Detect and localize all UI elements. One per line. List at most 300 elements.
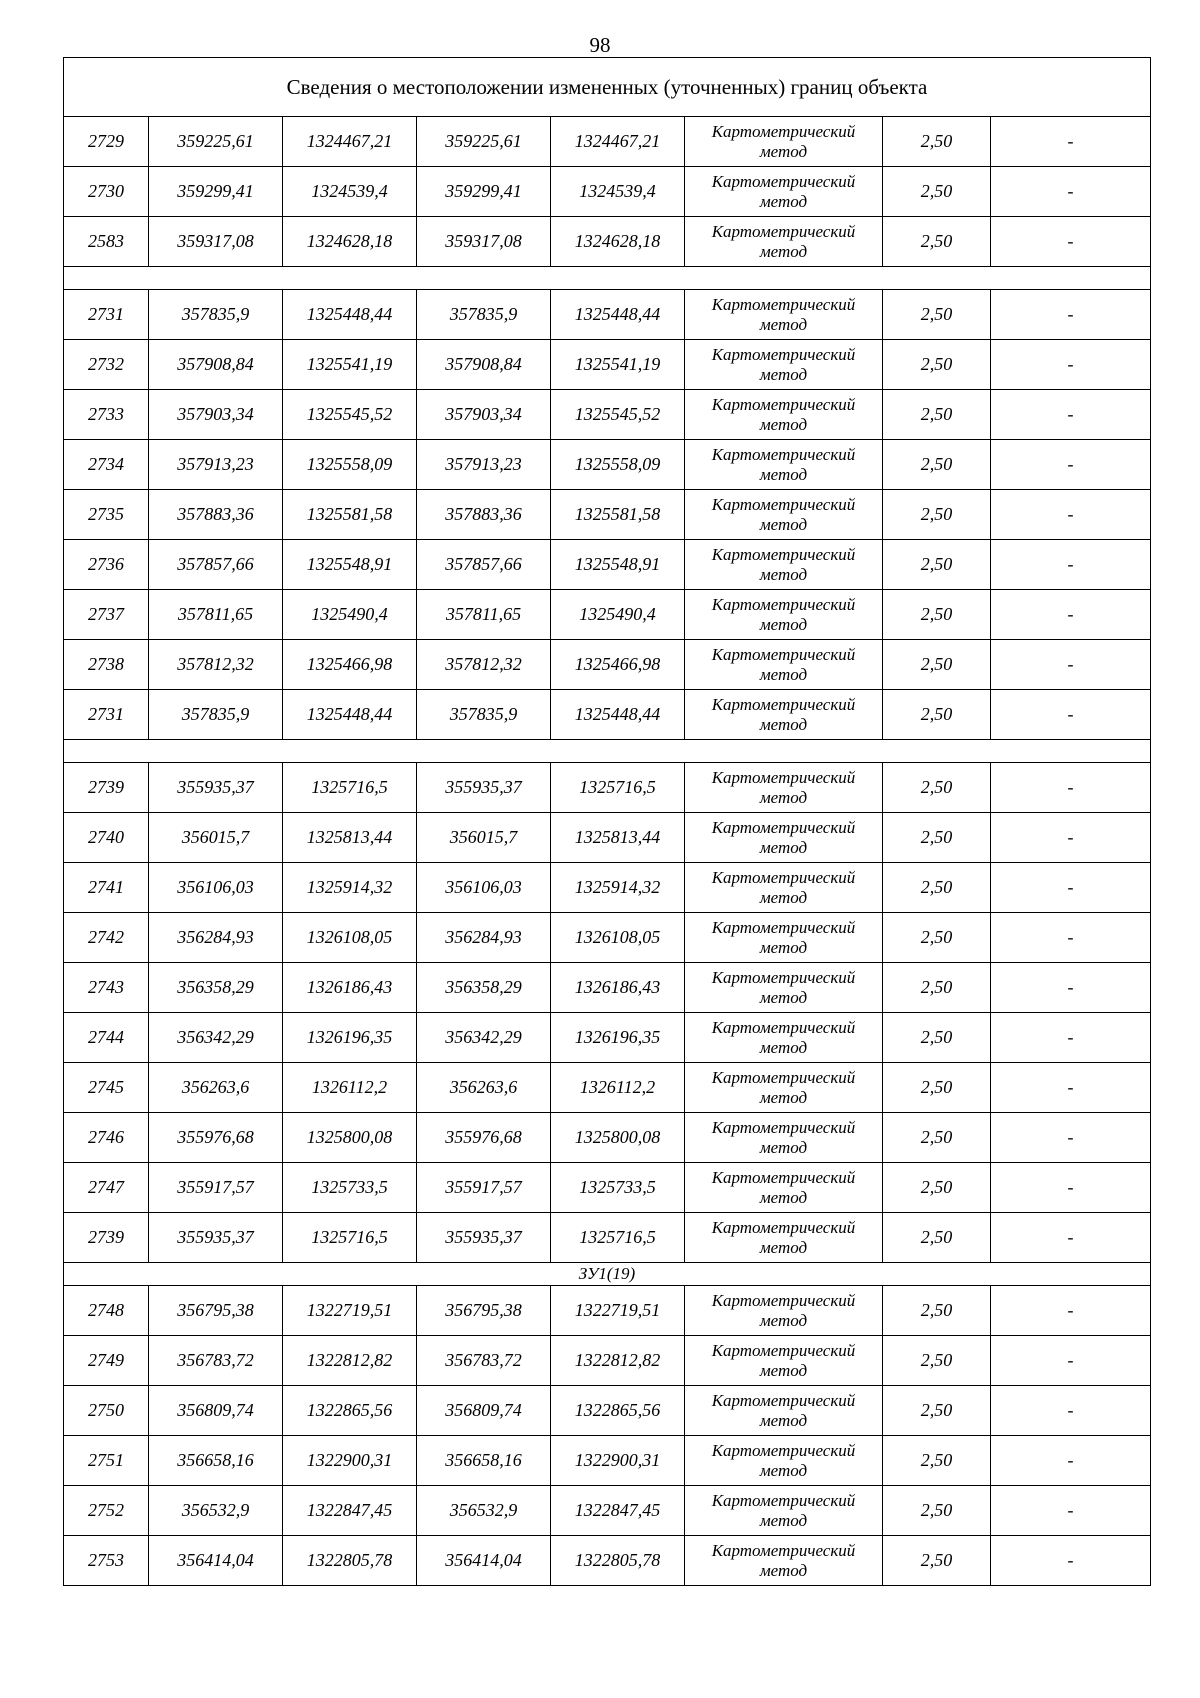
- method-line-1: Картометрический: [711, 121, 856, 141]
- method-line-2: метод: [759, 414, 808, 434]
- description-cell: -: [991, 217, 1151, 267]
- point-number-cell: 2741: [64, 863, 149, 913]
- description-cell: -: [991, 640, 1151, 690]
- y-new-cell: 1326108,05: [551, 913, 685, 963]
- point-number-cell: 2731: [64, 690, 149, 740]
- accuracy-cell: 2,50: [883, 490, 991, 540]
- method-line-1: Картометрический: [711, 444, 856, 464]
- x-old-cell: 357811,65: [149, 590, 283, 640]
- point-number-cell: 2739: [64, 763, 149, 813]
- table-row: [64, 1063, 1151, 1113]
- y-new-cell: 1325545,52: [551, 390, 685, 440]
- y-old-cell: 1326196,35: [283, 1013, 417, 1063]
- x-old-cell: 357903,34: [149, 390, 283, 440]
- method-line-1: Картометрический: [711, 1217, 856, 1237]
- table-row: [64, 913, 1151, 963]
- method-cell: [685, 763, 883, 813]
- method-cell: [685, 1013, 883, 1063]
- y-new-cell: 1326196,35: [551, 1013, 685, 1063]
- table-row: [64, 863, 1151, 913]
- y-old-cell: 1325548,91: [283, 540, 417, 590]
- x-new-cell: 355935,37: [417, 763, 551, 813]
- y-new-cell: 1325558,09: [551, 440, 685, 490]
- description-cell: -: [991, 763, 1151, 813]
- description-cell: -: [991, 1063, 1151, 1113]
- method-line-1: Картометрический: [711, 917, 856, 937]
- method-line-2: метод: [759, 1137, 808, 1157]
- method-line-1: Картометрический: [711, 1067, 856, 1087]
- description-cell: -: [991, 1436, 1151, 1486]
- table-row: [64, 390, 1151, 440]
- table-row: [64, 813, 1151, 863]
- x-old-cell: 359317,08: [149, 217, 283, 267]
- x-new-cell: 355935,37: [417, 1213, 551, 1263]
- y-old-cell: 1325558,09: [283, 440, 417, 490]
- accuracy-cell: 2,50: [883, 763, 991, 813]
- method-line-2: метод: [759, 1310, 808, 1330]
- y-new-cell: 1325548,91: [551, 540, 685, 590]
- point-number-cell: 2750: [64, 1386, 149, 1436]
- x-new-cell: 359225,61: [417, 117, 551, 167]
- table-title-row: [64, 58, 1151, 117]
- method-cell: [685, 1063, 883, 1113]
- method-line-2: метод: [759, 464, 808, 484]
- method-line-2: метод: [759, 141, 808, 161]
- table-row: [64, 1213, 1151, 1263]
- x-old-cell: 355976,68: [149, 1113, 283, 1163]
- point-number-cell: 2746: [64, 1113, 149, 1163]
- y-old-cell: 1325716,5: [283, 1213, 417, 1263]
- method-cell: [685, 813, 883, 863]
- description-cell: -: [991, 863, 1151, 913]
- table-row: [64, 1486, 1151, 1536]
- method-line-1: Картометрический: [711, 594, 856, 614]
- method-line-1: Картометрический: [711, 1490, 856, 1510]
- y-new-cell: 1326186,43: [551, 963, 685, 1013]
- accuracy-cell: 2,50: [883, 440, 991, 490]
- accuracy-cell: 2,50: [883, 1436, 991, 1486]
- method-line-2: метод: [759, 1510, 808, 1530]
- method-line-1: Картометрический: [711, 221, 856, 241]
- method-line-1: Картометрический: [711, 544, 856, 564]
- method-cell: [685, 590, 883, 640]
- table-row: [64, 1163, 1151, 1213]
- x-new-cell: 357913,23: [417, 440, 551, 490]
- method-line-2: метод: [759, 514, 808, 534]
- method-cell: [685, 690, 883, 740]
- method-cell: [685, 217, 883, 267]
- table-row: [64, 1286, 1151, 1336]
- accuracy-cell: 2,50: [883, 963, 991, 1013]
- accuracy-cell: 2,50: [883, 590, 991, 640]
- accuracy-cell: 2,50: [883, 1113, 991, 1163]
- method-line-2: метод: [759, 614, 808, 634]
- table-row: [64, 640, 1151, 690]
- method-line-1: Картометрический: [711, 494, 856, 514]
- accuracy-cell: 2,50: [883, 1163, 991, 1213]
- description-cell: -: [991, 440, 1151, 490]
- y-new-cell: 1325541,19: [551, 340, 685, 390]
- y-new-cell: 1325490,4: [551, 590, 685, 640]
- accuracy-cell: 2,50: [883, 540, 991, 590]
- description-cell: -: [991, 167, 1151, 217]
- accuracy-cell: 2,50: [883, 913, 991, 963]
- x-old-cell: 356658,16: [149, 1436, 283, 1486]
- y-old-cell: 1325545,52: [283, 390, 417, 440]
- x-new-cell: 357811,65: [417, 590, 551, 640]
- y-new-cell: 1322847,45: [551, 1486, 685, 1536]
- method-cell: [685, 1113, 883, 1163]
- x-new-cell: 356342,29: [417, 1013, 551, 1063]
- x-old-cell: 356795,38: [149, 1286, 283, 1336]
- method-line-1: Картометрический: [711, 344, 856, 364]
- y-old-cell: 1324467,21: [283, 117, 417, 167]
- method-line-1: Картометрический: [711, 171, 856, 191]
- y-new-cell: 1325448,44: [551, 290, 685, 340]
- method-line-1: Картометрический: [711, 1340, 856, 1360]
- x-new-cell: 356809,74: [417, 1386, 551, 1436]
- method-line-1: Картометрический: [711, 294, 856, 314]
- section-label-row: [64, 1263, 1151, 1286]
- method-cell: [685, 1163, 883, 1213]
- point-number-cell: 2736: [64, 540, 149, 590]
- method-line-1: Картометрический: [711, 1017, 856, 1037]
- point-number-cell: 2739: [64, 1213, 149, 1263]
- point-number-cell: 2753: [64, 1536, 149, 1586]
- y-new-cell: 1325581,58: [551, 490, 685, 540]
- description-cell: -: [991, 540, 1151, 590]
- x-old-cell: 359299,41: [149, 167, 283, 217]
- y-old-cell: 1326186,43: [283, 963, 417, 1013]
- y-old-cell: 1322805,78: [283, 1536, 417, 1586]
- method-line-2: метод: [759, 1560, 808, 1580]
- table-row: [64, 217, 1151, 267]
- description-cell: -: [991, 1336, 1151, 1386]
- accuracy-cell: 2,50: [883, 1063, 991, 1113]
- method-line-2: метод: [759, 1410, 808, 1430]
- method-cell: [685, 640, 883, 690]
- point-number-cell: 2732: [64, 340, 149, 390]
- y-old-cell: 1325813,44: [283, 813, 417, 863]
- method-cell: [685, 167, 883, 217]
- y-new-cell: 1325733,5: [551, 1163, 685, 1213]
- method-cell: [685, 863, 883, 913]
- table-row: [64, 1436, 1151, 1486]
- description-cell: -: [991, 1213, 1151, 1263]
- x-new-cell: 355976,68: [417, 1113, 551, 1163]
- table-row: [64, 117, 1151, 167]
- description-cell: -: [991, 340, 1151, 390]
- point-number-cell: 2730: [64, 167, 149, 217]
- accuracy-cell: 2,50: [883, 863, 991, 913]
- table-row: [64, 490, 1151, 540]
- table-row: [64, 1013, 1151, 1063]
- accuracy-cell: 2,50: [883, 1336, 991, 1386]
- x-new-cell: 357835,9: [417, 290, 551, 340]
- x-old-cell: 356106,03: [149, 863, 283, 913]
- x-new-cell: 356358,29: [417, 963, 551, 1013]
- y-new-cell: 1325466,98: [551, 640, 685, 690]
- x-new-cell: 356106,03: [417, 863, 551, 913]
- point-number-cell: 2747: [64, 1163, 149, 1213]
- point-number-cell: 2742: [64, 913, 149, 963]
- method-line-2: метод: [759, 1187, 808, 1207]
- x-new-cell: 356532,9: [417, 1486, 551, 1536]
- method-cell: [685, 1436, 883, 1486]
- description-cell: -: [991, 1386, 1151, 1436]
- x-new-cell: 357883,36: [417, 490, 551, 540]
- point-number-cell: 2748: [64, 1286, 149, 1336]
- description-cell: -: [991, 1286, 1151, 1336]
- x-old-cell: 356783,72: [149, 1336, 283, 1386]
- section-label: ЗУ1(19): [64, 1263, 1151, 1286]
- accuracy-cell: 2,50: [883, 167, 991, 217]
- y-new-cell: 1322805,78: [551, 1536, 685, 1586]
- accuracy-cell: 2,50: [883, 390, 991, 440]
- x-old-cell: 356015,7: [149, 813, 283, 863]
- page-number: 98: [589, 33, 611, 57]
- y-old-cell: 1326108,05: [283, 913, 417, 963]
- method-cell: [685, 490, 883, 540]
- accuracy-cell: 2,50: [883, 1536, 991, 1586]
- x-old-cell: 355935,37: [149, 1213, 283, 1263]
- method-cell: [685, 1386, 883, 1436]
- y-old-cell: 1322847,45: [283, 1486, 417, 1536]
- point-number-cell: 2735: [64, 490, 149, 540]
- method-line-1: Картометрический: [711, 644, 856, 664]
- method-line-2: метод: [759, 1087, 808, 1107]
- method-line-2: метод: [759, 314, 808, 334]
- accuracy-cell: 2,50: [883, 1286, 991, 1336]
- y-new-cell: 1322812,82: [551, 1336, 685, 1386]
- description-cell: -: [991, 1163, 1151, 1213]
- x-new-cell: 356284,93: [417, 913, 551, 963]
- y-new-cell: 1325716,5: [551, 763, 685, 813]
- description-cell: -: [991, 813, 1151, 863]
- method-line-1: Картометрический: [711, 694, 856, 714]
- x-new-cell: 356795,38: [417, 1286, 551, 1336]
- x-old-cell: 357835,9: [149, 290, 283, 340]
- description-cell: -: [991, 590, 1151, 640]
- method-line-1: Картометрический: [711, 1117, 856, 1137]
- y-old-cell: 1322719,51: [283, 1286, 417, 1336]
- method-line-1: Картометрический: [711, 1540, 856, 1560]
- method-line-1: Картометрический: [711, 394, 856, 414]
- y-old-cell: 1325448,44: [283, 690, 417, 740]
- x-old-cell: 357883,36: [149, 490, 283, 540]
- table-row: [64, 1386, 1151, 1436]
- y-new-cell: 1322865,56: [551, 1386, 685, 1436]
- description-cell: -: [991, 1536, 1151, 1586]
- method-line-2: метод: [759, 364, 808, 384]
- y-old-cell: 1324539,4: [283, 167, 417, 217]
- x-old-cell: 357908,84: [149, 340, 283, 390]
- method-line-1: Картометрический: [711, 817, 856, 837]
- method-line-2: метод: [759, 837, 808, 857]
- method-cell: [685, 440, 883, 490]
- point-number-cell: 2734: [64, 440, 149, 490]
- method-line-2: метод: [759, 714, 808, 734]
- accuracy-cell: 2,50: [883, 340, 991, 390]
- y-old-cell: 1325448,44: [283, 290, 417, 340]
- method-line-2: метод: [759, 1460, 808, 1480]
- table-row: [64, 763, 1151, 813]
- x-old-cell: 357812,32: [149, 640, 283, 690]
- x-new-cell: 359299,41: [417, 167, 551, 217]
- method-line-2: метод: [759, 564, 808, 584]
- method-cell: [685, 1486, 883, 1536]
- x-old-cell: 356284,93: [149, 913, 283, 963]
- method-cell: [685, 1336, 883, 1386]
- x-new-cell: 357857,66: [417, 540, 551, 590]
- y-old-cell: 1325716,5: [283, 763, 417, 813]
- method-cell: [685, 390, 883, 440]
- method-line-2: метод: [759, 241, 808, 261]
- point-number-cell: 2583: [64, 217, 149, 267]
- method-line-1: Картометрический: [711, 967, 856, 987]
- x-new-cell: 359317,08: [417, 217, 551, 267]
- method-line-1: Картометрический: [711, 1440, 856, 1460]
- description-cell: -: [991, 1486, 1151, 1536]
- method-line-1: Картометрический: [711, 867, 856, 887]
- table-row: [64, 340, 1151, 390]
- y-old-cell: 1322865,56: [283, 1386, 417, 1436]
- point-number-cell: 2740: [64, 813, 149, 863]
- point-number-cell: 2743: [64, 963, 149, 1013]
- method-line-2: метод: [759, 1360, 808, 1380]
- table-title: Сведения о местоположении измененных (уточненных) границ объекта: [64, 58, 1151, 117]
- y-old-cell: 1325541,19: [283, 340, 417, 390]
- x-new-cell: 357908,84: [417, 340, 551, 390]
- method-line-1: Картометрический: [711, 1167, 856, 1187]
- x-new-cell: 356414,04: [417, 1536, 551, 1586]
- y-new-cell: 1324628,18: [551, 217, 685, 267]
- description-cell: -: [991, 117, 1151, 167]
- point-number-cell: 2744: [64, 1013, 149, 1063]
- method-cell: [685, 117, 883, 167]
- x-old-cell: 357857,66: [149, 540, 283, 590]
- description-cell: -: [991, 1013, 1151, 1063]
- description-cell: -: [991, 490, 1151, 540]
- x-old-cell: 356358,29: [149, 963, 283, 1013]
- y-new-cell: 1325914,32: [551, 863, 685, 913]
- accuracy-cell: 2,50: [883, 1486, 991, 1536]
- y-new-cell: 1325800,08: [551, 1113, 685, 1163]
- method-cell: [685, 1286, 883, 1336]
- point-number-cell: 2738: [64, 640, 149, 690]
- method-cell: [685, 963, 883, 1013]
- x-new-cell: 357903,34: [417, 390, 551, 440]
- table-row: [64, 1113, 1151, 1163]
- description-cell: -: [991, 1113, 1151, 1163]
- x-new-cell: 356783,72: [417, 1336, 551, 1386]
- method-cell: [685, 913, 883, 963]
- point-number-cell: 2752: [64, 1486, 149, 1536]
- method-line-2: метод: [759, 1037, 808, 1057]
- table-row: [64, 540, 1151, 590]
- y-old-cell: 1326112,2: [283, 1063, 417, 1113]
- x-new-cell: 357835,9: [417, 690, 551, 740]
- y-old-cell: 1325800,08: [283, 1113, 417, 1163]
- point-number-cell: 2731: [64, 290, 149, 340]
- y-old-cell: 1322900,31: [283, 1436, 417, 1486]
- point-number-cell: 2729: [64, 117, 149, 167]
- accuracy-cell: 2,50: [883, 217, 991, 267]
- x-old-cell: 356809,74: [149, 1386, 283, 1436]
- method-line-2: метод: [759, 664, 808, 684]
- method-cell: [685, 290, 883, 340]
- method-line-2: метод: [759, 787, 808, 807]
- y-new-cell: 1322900,31: [551, 1436, 685, 1486]
- method-line-1: Картометрический: [711, 1290, 856, 1310]
- x-old-cell: 355917,57: [149, 1163, 283, 1213]
- y-old-cell: 1325914,32: [283, 863, 417, 913]
- y-new-cell: 1325448,44: [551, 690, 685, 740]
- table-row: [64, 690, 1151, 740]
- point-number-cell: 2749: [64, 1336, 149, 1386]
- boundary-table: [63, 57, 1151, 1586]
- accuracy-cell: 2,50: [883, 1386, 991, 1436]
- method-line-1: Картометрический: [711, 1390, 856, 1410]
- description-cell: -: [991, 690, 1151, 740]
- x-old-cell: 357913,23: [149, 440, 283, 490]
- x-new-cell: 356015,7: [417, 813, 551, 863]
- table-row: [64, 167, 1151, 217]
- x-old-cell: 356414,04: [149, 1536, 283, 1586]
- y-old-cell: 1325733,5: [283, 1163, 417, 1213]
- description-cell: -: [991, 963, 1151, 1013]
- x-old-cell: 356263,6: [149, 1063, 283, 1113]
- x-new-cell: 356263,6: [417, 1063, 551, 1113]
- x-new-cell: 356658,16: [417, 1436, 551, 1486]
- section-gap-row: [64, 740, 1151, 763]
- x-old-cell: 359225,61: [149, 117, 283, 167]
- section-gap: [64, 740, 1151, 763]
- table-row: [64, 590, 1151, 640]
- table-row: [64, 290, 1151, 340]
- point-number-cell: 2733: [64, 390, 149, 440]
- section-gap-row: [64, 267, 1151, 290]
- x-old-cell: 356532,9: [149, 1486, 283, 1536]
- method-line-1: Картометрический: [711, 767, 856, 787]
- point-number-cell: 2737: [64, 590, 149, 640]
- accuracy-cell: 2,50: [883, 1013, 991, 1063]
- method-line-2: метод: [759, 987, 808, 1007]
- y-new-cell: 1326112,2: [551, 1063, 685, 1113]
- table-row: [64, 440, 1151, 490]
- y-old-cell: 1325490,4: [283, 590, 417, 640]
- y-new-cell: 1325716,5: [551, 1213, 685, 1263]
- table-row: [64, 963, 1151, 1013]
- method-cell: [685, 540, 883, 590]
- description-cell: -: [991, 390, 1151, 440]
- method-cell: [685, 1536, 883, 1586]
- method-cell: [685, 340, 883, 390]
- point-number-cell: 2751: [64, 1436, 149, 1486]
- accuracy-cell: 2,50: [883, 1213, 991, 1263]
- y-new-cell: 1322719,51: [551, 1286, 685, 1336]
- method-line-2: метод: [759, 1237, 808, 1257]
- description-cell: -: [991, 913, 1151, 963]
- y-new-cell: 1324467,21: [551, 117, 685, 167]
- y-old-cell: 1325581,58: [283, 490, 417, 540]
- method-line-2: метод: [759, 937, 808, 957]
- method-cell: [685, 1213, 883, 1263]
- y-new-cell: 1324539,4: [551, 167, 685, 217]
- accuracy-cell: 2,50: [883, 117, 991, 167]
- method-line-2: метод: [759, 887, 808, 907]
- x-old-cell: 356342,29: [149, 1013, 283, 1063]
